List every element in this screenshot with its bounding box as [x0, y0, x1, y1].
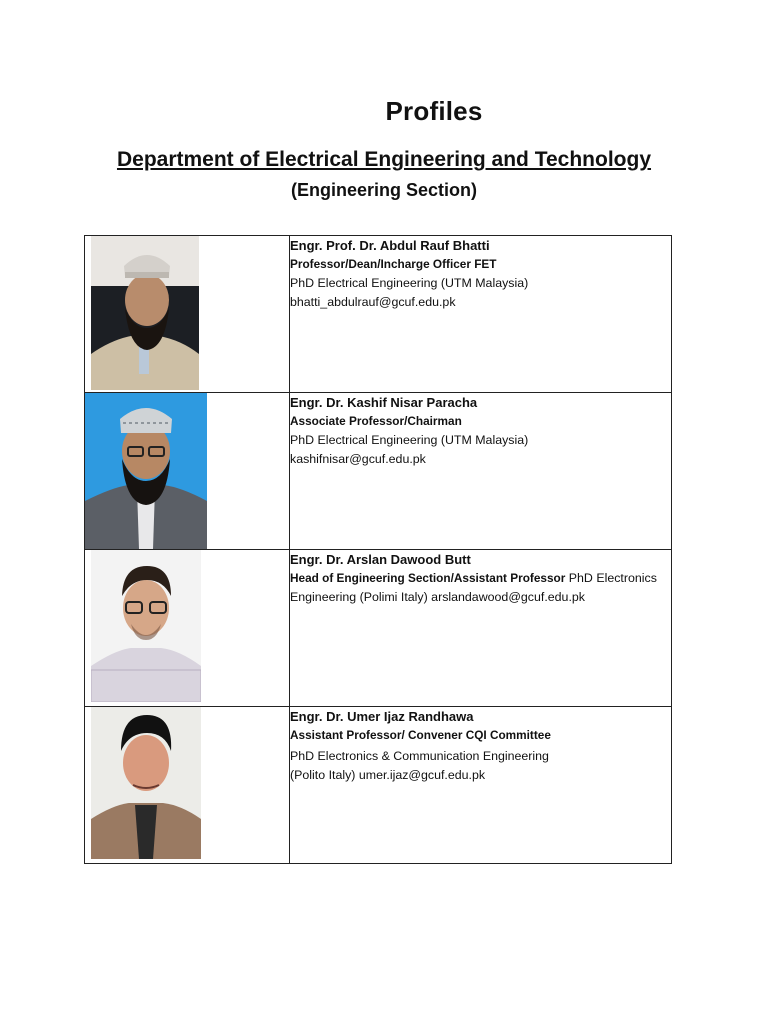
- table-row: [85, 393, 672, 550]
- profile-email: (Polito Italy) umer.ijaz@gcuf.edu.pk: [290, 768, 486, 782]
- profile-email: kashifnisar@gcuf.edu.pk: [290, 452, 426, 466]
- profiles-table: [84, 235, 672, 864]
- profile-designation: Assistant Professor/ Convener CQI Committee: [290, 728, 551, 742]
- profile-designation: Professor/Dean/Incharge Officer FET: [290, 257, 497, 271]
- photo-cell: [85, 550, 290, 707]
- profile-qualification: PhD Electrical Engineering (UTM Malaysia): [290, 276, 529, 290]
- profile-name: Engr. Prof. Dr. Abdul Rauf Bhatti: [290, 238, 490, 253]
- profile-info: [290, 393, 672, 550]
- photo-cell: [85, 393, 290, 550]
- profile-photo: [85, 393, 207, 549]
- page-title: Profiles: [385, 96, 483, 126]
- table-row: [85, 236, 672, 393]
- profile-qualification: PhD Electronics Engineering (Polimi Italy) arslandawood@gcuf.edu.pk: [290, 571, 657, 604]
- profile-qualification: PhD Electrical Engineering (UTM Malaysia): [290, 433, 529, 447]
- profile-email: bhatti_abdulrauf@gcuf.edu.pk: [290, 295, 456, 309]
- profile-designation-line: [290, 569, 671, 607]
- profile-name: Engr. Dr. Kashif Nisar Paracha: [290, 395, 478, 410]
- profile-photo: [91, 236, 199, 390]
- profile-qualification: PhD Electronics & Communication Engineering: [290, 749, 549, 763]
- profile-info: [290, 707, 672, 864]
- profile-name: Engr. Dr. Umer Ijaz Randhawa: [290, 709, 474, 724]
- photo-cell: [85, 707, 290, 864]
- table-row: [85, 707, 672, 864]
- profile-info: [290, 236, 672, 393]
- photo-cell: [85, 236, 290, 393]
- profile-designation: Associate Professor/Chairman: [290, 414, 462, 428]
- department-heading: Department of Electrical Engineering and Technology: [116, 148, 652, 171]
- profile-photo: [91, 707, 201, 859]
- profile-name: Engr. Dr. Arslan Dawood Butt: [290, 552, 471, 567]
- section-subheading: (Engineering Section): [290, 180, 477, 200]
- profile-photo: [91, 550, 201, 702]
- profile-info: [290, 550, 672, 707]
- table-row: [85, 550, 672, 707]
- profile-designation: Head of Engineering Section/Assistant Professor: [290, 571, 566, 585]
